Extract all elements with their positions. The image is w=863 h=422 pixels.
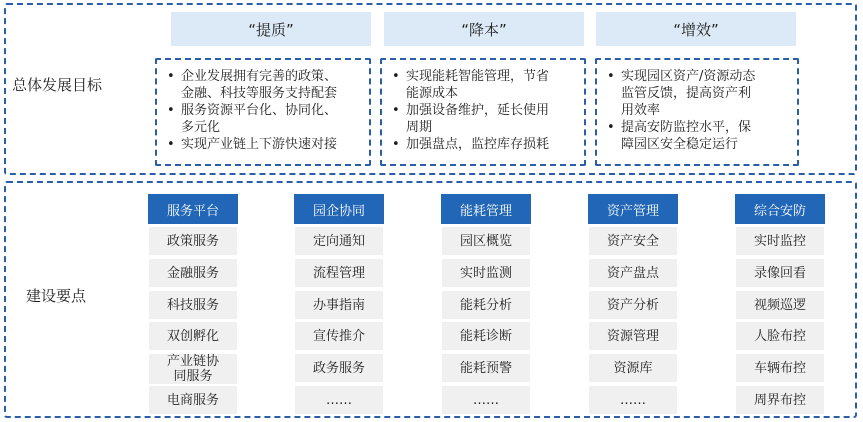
goal-bullet: • 服务资源平台化、协同化、 多元化 xyxy=(167,103,338,135)
column-item: 视频巡逻 xyxy=(736,291,824,319)
column-item: 实时监测 xyxy=(442,259,530,287)
column-item: 产业链协 同服务 xyxy=(149,354,237,384)
column-header-energy-mgmt: 能耗管理 xyxy=(441,194,531,224)
column-item: 流程管理 xyxy=(295,259,383,287)
column-item: 电商服务 xyxy=(149,386,237,414)
goal-bullet: • 加强设备维护，延长使用 周期 xyxy=(392,103,550,135)
column-item: 资产安全 xyxy=(589,227,677,255)
goal-bullet: • 加强盘点，监控库存损耗 xyxy=(392,137,550,152)
column-header-enterprise-collab: 园企协同 xyxy=(294,194,384,224)
column-item: 宣传推介 xyxy=(295,322,383,350)
goal-bullet: • 提高安防监控水平，保 障园区安全稳定运行 xyxy=(607,120,752,152)
column-item: 资源管理 xyxy=(589,322,677,350)
column-item: 园区概览 xyxy=(442,227,530,255)
column-item: 能耗预警 xyxy=(442,354,530,382)
goal-bullet: • 企业发展拥有完善的政策、 金融、科技等服务支持配套 xyxy=(167,69,338,101)
goal-header-quality: “提质” xyxy=(171,12,371,46)
goal-bullet: • 实现园区资产/资源动态 监管反馈，提高资产利 用效率 xyxy=(607,69,756,118)
column-item: 资产盘点 xyxy=(589,259,677,287)
column-item: 金融服务 xyxy=(149,259,237,287)
column-item: …… xyxy=(442,386,530,414)
goal-header-cost: “降本” xyxy=(384,12,584,46)
column-item: 政务服务 xyxy=(295,354,383,382)
column-header-service-platform: 服务平台 xyxy=(148,194,238,224)
column-item: 科技服务 xyxy=(149,291,237,319)
column-item: 政策服务 xyxy=(149,227,237,255)
construction-row-label: 建设要点 xyxy=(26,287,87,305)
column-item: 录像回看 xyxy=(736,259,824,287)
column-item: …… xyxy=(295,386,383,414)
column-item: 人脸布控 xyxy=(736,322,824,350)
goal-box-quality xyxy=(155,58,371,166)
column-item: 能耗诊断 xyxy=(442,322,530,350)
column-item: 资产分析 xyxy=(589,291,677,319)
column-item: 双创孵化 xyxy=(149,322,237,350)
goal-header-efficiency: “增效” xyxy=(596,12,796,46)
goal-bullet: • 实现能耗智能管理，节省 能源成本 xyxy=(392,69,550,101)
goal-box-cost xyxy=(380,58,586,166)
goal-bullet: • 实现产业链上下游快速对接 xyxy=(167,137,338,152)
column-item: 车辆布控 xyxy=(736,354,824,382)
column-item: …… xyxy=(589,386,677,414)
construction-panel xyxy=(4,181,857,418)
goals-row-label: 总体发展目标 xyxy=(12,76,103,94)
column-item: 能耗分析 xyxy=(442,291,530,319)
column-item: 办事指南 xyxy=(295,291,383,319)
column-item: 定向通知 xyxy=(295,227,383,255)
column-item: 实时监控 xyxy=(736,227,824,255)
column-header-asset-mgmt: 资产管理 xyxy=(588,194,678,224)
column-item: 周界布控 xyxy=(736,386,824,414)
column-item: 资源库 xyxy=(589,354,677,382)
column-header-security: 综合安防 xyxy=(735,194,825,224)
goal-box-efficiency xyxy=(595,58,799,166)
